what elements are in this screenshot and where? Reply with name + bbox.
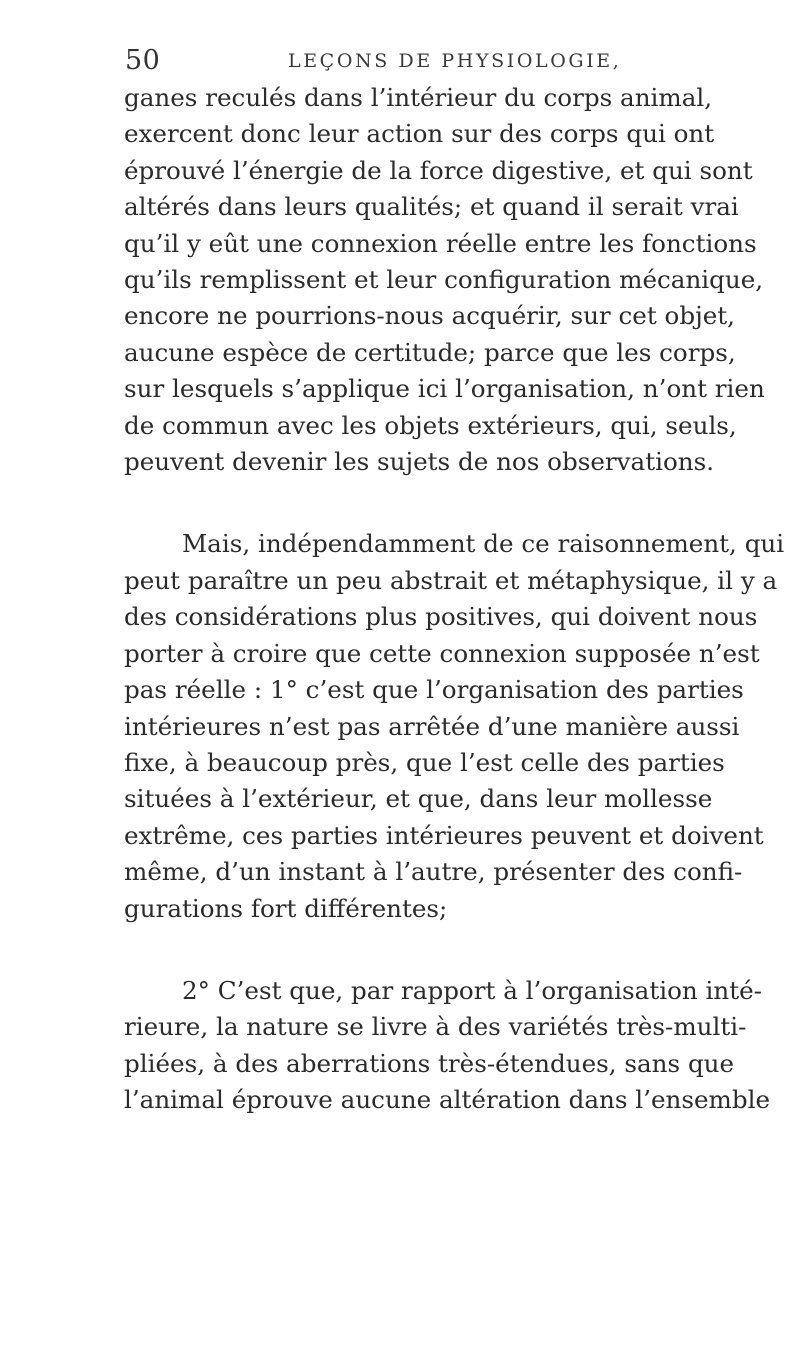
text-line: porter à croire que cette connexion supposée n’est [124, 638, 760, 668]
paragraph-spacer [124, 480, 692, 526]
text-line: 2° C’est que, par rapport à l’organisation inté- [182, 975, 762, 1005]
text-line: qu’il y eût une connexion réelle entre les fonctions [124, 228, 757, 258]
body-text [124, 80, 785, 1119]
text-line: encore ne pourrions-nous acquérir, sur cet objet, [124, 301, 735, 331]
text-line: exercent donc leur action sur des corps qui ont [124, 119, 715, 149]
text-line: rieure, la nature se livre à des variétés très-multi- [124, 1012, 747, 1042]
paragraph-3 [124, 973, 771, 1119]
text-line: intérieures n’est pas arrêtée d’une manière aussi [124, 711, 740, 741]
page-header [113, 44, 693, 78]
text-line: l’animal éprouve aucune altération dans l’ensemble [124, 1085, 771, 1115]
text-line: pliées, à des aberrations très-étendues, sans que [124, 1048, 735, 1078]
text-line: qu’ils remplissent et leur configuration mécanique, [124, 265, 764, 295]
text-line: ganes reculés dans l’intérieur du corps animal, [124, 83, 713, 112]
page-number: 50 [125, 45, 161, 76]
text-line: extrême, ces parties intérieures peuvent et doivent [124, 820, 764, 850]
text-line: même, d’un instant à l’autre, présenter des confi- [124, 857, 743, 887]
text-line: Mais, indépendamment de ce raisonnement, qui [182, 529, 785, 559]
text-line: sur lesquels s’applique ici l’organisation, n’ont rien [124, 374, 765, 404]
text-line: pas réelle : 1° c’est que l’organisation des parties [124, 675, 744, 705]
text-line: peuvent devenir les sujets de nos observations. [124, 447, 715, 477]
text-line: peut paraître un peu abstrait et métaphysique, il y a [124, 565, 778, 595]
text-line: éprouvé l’énergie de la force digestive, et qui sont [124, 155, 753, 185]
text-line: altérés dans leurs qualités; et quand il serait vrai [124, 192, 739, 222]
text-line: situées à l’extérieur, et que, dans leur mollesse [124, 784, 713, 814]
paragraph-1 [124, 80, 765, 480]
text-line: aucune espèce de certitude; parce que les corps, [124, 337, 736, 367]
text-line: fixe, à beaucoup près, que l’est celle des parties [124, 747, 725, 777]
paragraph-2 [124, 526, 785, 926]
running-title: LEÇONS DE PHYSIOLOGIE, [288, 50, 622, 72]
paragraph-spacer [124, 927, 692, 973]
text-line: de commun avec les objets extérieurs, qui, seuls, [124, 410, 737, 440]
text-line: gurations fort différentes; [124, 893, 448, 923]
text-line: des considérations plus positives, qui doivent nous [124, 602, 758, 632]
